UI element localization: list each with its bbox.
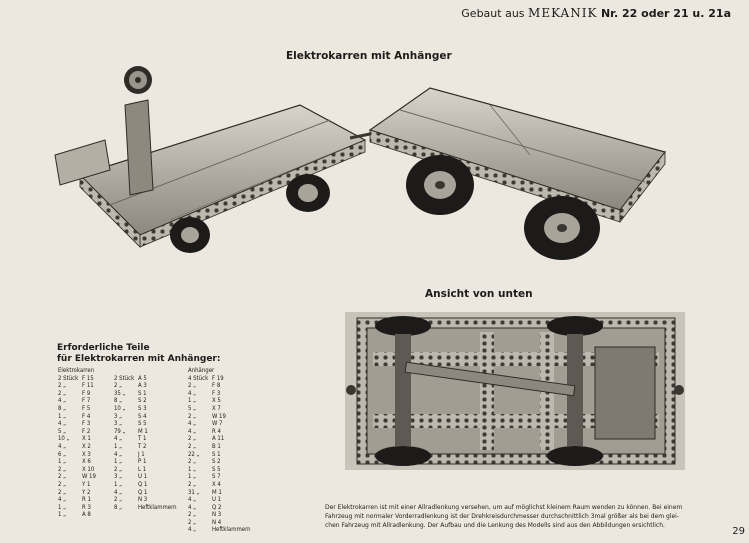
part-row bbox=[188, 420, 251, 428]
part-quantity: 2 „ bbox=[188, 412, 196, 420]
part-row bbox=[114, 466, 177, 474]
parts-column-elektrokarren bbox=[58, 367, 96, 519]
part-code: N 3 bbox=[138, 496, 148, 504]
part-row bbox=[188, 504, 251, 512]
part-quantity: 2 „ bbox=[58, 382, 66, 390]
part-quantity: 1 „ bbox=[188, 465, 196, 473]
part-row bbox=[114, 375, 177, 383]
part-row bbox=[114, 504, 177, 512]
part-row bbox=[114, 382, 177, 390]
part-quantity: 6 „ bbox=[58, 450, 66, 458]
part-row bbox=[114, 481, 177, 489]
part-quantity: 5 „ bbox=[58, 427, 66, 435]
part-row bbox=[114, 420, 177, 428]
part-quantity: 1 „ bbox=[114, 458, 122, 466]
part-row bbox=[58, 435, 96, 443]
header-models: Nr. 22 oder 21 u. 21a bbox=[600, 7, 731, 20]
part-quantity: 4 „ bbox=[58, 442, 66, 450]
part-quantity: 2 „ bbox=[114, 382, 122, 390]
part-quantity: 10 „ bbox=[114, 404, 126, 412]
part-code: X 3 bbox=[82, 450, 91, 458]
elektrokarren-header: Elektrokarren bbox=[58, 367, 95, 374]
part-code: S 3 bbox=[138, 404, 147, 412]
part-quantity: 2 „ bbox=[114, 496, 122, 504]
anhaenger-header: Anhänger bbox=[188, 367, 215, 374]
part-quantity: 4 „ bbox=[188, 496, 196, 504]
part-row bbox=[188, 496, 251, 504]
part-row bbox=[58, 420, 96, 428]
page-number: 29 bbox=[732, 526, 745, 537]
part-code: S 1 bbox=[212, 450, 221, 458]
part-row bbox=[114, 428, 177, 436]
part-quantity: 2 „ bbox=[188, 458, 196, 466]
part-quantity: 4 „ bbox=[114, 435, 122, 443]
part-row bbox=[58, 397, 96, 405]
footer-line3: chen Fahrzeug mit Allradlenkung. Der Aufbau und die Lenkung des Modells sind aus den Abbildungen ersichtlich. bbox=[325, 522, 665, 529]
part-quantity: 2 „ bbox=[188, 382, 196, 390]
part-code: A 11 bbox=[212, 435, 225, 443]
part-code: N 3 bbox=[212, 511, 222, 519]
part-code: Y 1 bbox=[82, 480, 91, 488]
part-quantity: 79 „ bbox=[114, 427, 126, 435]
part-code: W 19 bbox=[82, 473, 96, 481]
part-row bbox=[188, 405, 251, 413]
part-quantity: 35 „ bbox=[114, 389, 126, 397]
part-quantity: 4 „ bbox=[58, 496, 66, 504]
part-quantity: 31 „ bbox=[188, 488, 200, 496]
part-code: S 2 bbox=[138, 397, 147, 405]
part-quantity: 10 „ bbox=[58, 435, 70, 443]
part-quantity: 4 „ bbox=[114, 488, 122, 496]
part-quantity: 2 „ bbox=[58, 389, 66, 397]
part-row bbox=[188, 390, 251, 398]
part-row bbox=[114, 473, 177, 481]
part-quantity: 4 „ bbox=[114, 450, 122, 458]
part-row bbox=[58, 405, 96, 413]
part-code: S 1 bbox=[138, 389, 147, 397]
part-quantity: 5 „ bbox=[188, 404, 196, 412]
part-code: S 7 bbox=[212, 473, 221, 481]
part-quantity: 4 „ bbox=[58, 420, 66, 428]
part-row bbox=[188, 481, 251, 489]
part-code: F 7 bbox=[82, 397, 91, 405]
part-row bbox=[188, 428, 251, 436]
part-quantity: 1 „ bbox=[188, 473, 196, 481]
footer-line2: Fahrzeug mit normaler Vorderradlenkung ist der Drehkreisdurchmesser durchschnittlich 3mal größer als bei dem glei- bbox=[325, 513, 679, 520]
part-row bbox=[188, 511, 251, 519]
part-row bbox=[188, 526, 251, 534]
part-row bbox=[188, 413, 251, 421]
part-code: P 1 bbox=[138, 458, 147, 466]
part-row bbox=[114, 397, 177, 405]
part-code: F 9 bbox=[82, 389, 91, 397]
part-code: T 2 bbox=[138, 442, 147, 450]
part-row bbox=[58, 458, 96, 466]
part-row bbox=[114, 496, 177, 504]
main-photo bbox=[50, 60, 680, 260]
parts-heading-line1: Erforderliche Teile bbox=[57, 343, 150, 353]
part-code: X 1 bbox=[82, 435, 91, 443]
part-quantity: 1 „ bbox=[58, 511, 66, 519]
part-row bbox=[58, 473, 96, 481]
part-quantity: 4 Stück bbox=[188, 374, 209, 382]
part-quantity: 2 Stück bbox=[58, 374, 79, 382]
part-quantity: 8 „ bbox=[58, 404, 66, 412]
part-row bbox=[58, 382, 96, 390]
part-code: A 3 bbox=[138, 382, 147, 390]
part-code: A 8 bbox=[82, 511, 91, 519]
part-quantity: 4 „ bbox=[188, 389, 196, 397]
part-quantity: 4 „ bbox=[188, 420, 196, 428]
part-quantity: 4 „ bbox=[58, 397, 66, 405]
part-code: Q 1 bbox=[138, 488, 148, 496]
part-row bbox=[58, 390, 96, 398]
part-code: U 1 bbox=[138, 473, 148, 481]
part-code: M 1 bbox=[138, 427, 148, 435]
part-code: F 3 bbox=[82, 420, 91, 428]
part-row bbox=[58, 511, 96, 519]
part-code: F 2 bbox=[82, 427, 91, 435]
part-row bbox=[114, 390, 177, 398]
part-row bbox=[58, 504, 96, 512]
parts-col2 bbox=[114, 375, 177, 512]
part-quantity: 4 „ bbox=[188, 503, 196, 511]
part-code: Y 2 bbox=[82, 488, 91, 496]
part-quantity: 2 Stück bbox=[114, 374, 135, 382]
part-code: S 5 bbox=[138, 420, 147, 428]
part-code: R 3 bbox=[82, 503, 91, 511]
part-quantity: 2 „ bbox=[58, 465, 66, 473]
part-row bbox=[114, 413, 177, 421]
bottom-view-title: Ansicht von unten bbox=[425, 288, 533, 300]
part-code: M 1 bbox=[212, 488, 222, 496]
part-code: F 3 bbox=[212, 389, 221, 397]
main-title: Elektrokarren mit Anhänger bbox=[286, 50, 452, 62]
part-code: R 1 bbox=[82, 496, 91, 504]
header-brand: MEKANIK bbox=[528, 6, 598, 20]
part-row bbox=[188, 466, 251, 474]
part-row bbox=[114, 443, 177, 451]
bottom-photo bbox=[345, 312, 685, 470]
part-row bbox=[188, 443, 251, 451]
part-row bbox=[188, 489, 251, 497]
part-quantity: 1 „ bbox=[188, 397, 196, 405]
part-row bbox=[114, 458, 177, 466]
header-prefix: Gebaut aus bbox=[461, 7, 525, 20]
part-quantity: 2 „ bbox=[188, 518, 196, 526]
footer-text bbox=[325, 503, 687, 530]
part-quantity: 1 „ bbox=[58, 503, 66, 511]
part-code: S 2 bbox=[212, 458, 221, 466]
part-row bbox=[58, 496, 96, 504]
part-quantity: 1 „ bbox=[58, 412, 66, 420]
part-code: F 15 bbox=[82, 374, 94, 382]
part-code: F 11 bbox=[82, 382, 94, 390]
part-row bbox=[58, 413, 96, 421]
part-quantity: 4 „ bbox=[188, 526, 196, 534]
part-code: F 5 bbox=[82, 404, 91, 412]
part-row bbox=[58, 443, 96, 451]
part-code: Q 2 bbox=[212, 503, 222, 511]
part-code: X 2 bbox=[82, 442, 91, 450]
footer-line1: Der Elektrokarren ist mit einer Allradlenkung versehen, um auf möglichst kleinem Raum wenden zu können. Bei einem bbox=[325, 504, 683, 511]
part-row bbox=[188, 458, 251, 466]
part-code: W 7 bbox=[212, 420, 223, 428]
part-row bbox=[58, 451, 96, 459]
parts-col1 bbox=[58, 375, 96, 519]
part-code: F 19 bbox=[212, 374, 224, 382]
part-row bbox=[188, 451, 251, 459]
part-row bbox=[114, 435, 177, 443]
part-quantity: 1 „ bbox=[114, 442, 122, 450]
part-quantity: 2 „ bbox=[188, 511, 196, 519]
part-code: X 7 bbox=[212, 404, 221, 412]
part-row bbox=[58, 481, 96, 489]
part-code: R 4 bbox=[212, 427, 221, 435]
part-quantity: 2 „ bbox=[58, 480, 66, 488]
part-quantity: 3 „ bbox=[114, 420, 122, 428]
part-quantity: 1 „ bbox=[114, 480, 122, 488]
part-code: N 4 bbox=[212, 518, 222, 526]
part-row bbox=[188, 473, 251, 481]
part-row bbox=[114, 451, 177, 459]
part-code: U 1 bbox=[212, 496, 222, 504]
part-code: Heftklammern bbox=[138, 503, 177, 511]
part-row bbox=[188, 397, 251, 405]
part-quantity: 2 „ bbox=[188, 442, 196, 450]
part-quantity: 2 „ bbox=[188, 435, 196, 443]
part-row bbox=[114, 405, 177, 413]
part-quantity: 4 „ bbox=[188, 427, 196, 435]
parts-heading bbox=[57, 343, 220, 365]
part-quantity: 22 „ bbox=[188, 450, 200, 458]
part-code: X 5 bbox=[212, 397, 221, 405]
part-row bbox=[188, 382, 251, 390]
part-code: Heftklammern bbox=[212, 526, 251, 534]
part-code: L 1 bbox=[138, 465, 147, 473]
part-quantity: 2 „ bbox=[58, 473, 66, 481]
part-quantity: 1 „ bbox=[58, 458, 66, 466]
header bbox=[461, 6, 731, 20]
part-code: Q 1 bbox=[138, 480, 148, 488]
part-code: F 8 bbox=[212, 382, 221, 390]
part-row bbox=[188, 519, 251, 527]
part-code: W 19 bbox=[212, 412, 226, 420]
part-code: S 4 bbox=[138, 412, 147, 420]
parts-col3 bbox=[188, 375, 251, 534]
part-quantity: 2 „ bbox=[188, 480, 196, 488]
part-row bbox=[188, 435, 251, 443]
part-code: B 1 bbox=[212, 442, 221, 450]
part-row bbox=[114, 489, 177, 497]
parts-column-elektrokarren-2 bbox=[114, 375, 177, 512]
part-code: X 10 bbox=[82, 465, 95, 473]
part-code: X 4 bbox=[212, 480, 221, 488]
part-row bbox=[58, 375, 96, 383]
part-row bbox=[58, 489, 96, 497]
part-row bbox=[58, 428, 96, 436]
part-quantity: 3 „ bbox=[114, 412, 122, 420]
part-code: T 1 bbox=[138, 435, 147, 443]
parts-heading-line2: für Elektrokarren mit Anhänger: bbox=[57, 354, 221, 364]
part-quantity: 8 „ bbox=[114, 397, 122, 405]
part-quantity: 8 „ bbox=[114, 503, 122, 511]
part-code: J 1 bbox=[138, 450, 145, 458]
part-code: A 5 bbox=[138, 374, 147, 382]
part-quantity: 2 „ bbox=[58, 488, 66, 496]
part-code: F 4 bbox=[82, 412, 91, 420]
part-row bbox=[58, 466, 96, 474]
parts-column-anhaenger bbox=[188, 367, 251, 534]
part-row bbox=[188, 375, 251, 383]
part-quantity: 2 „ bbox=[114, 465, 122, 473]
part-quantity: 3 „ bbox=[114, 473, 122, 481]
part-code: S 5 bbox=[212, 465, 221, 473]
part-code: X 6 bbox=[82, 458, 91, 466]
